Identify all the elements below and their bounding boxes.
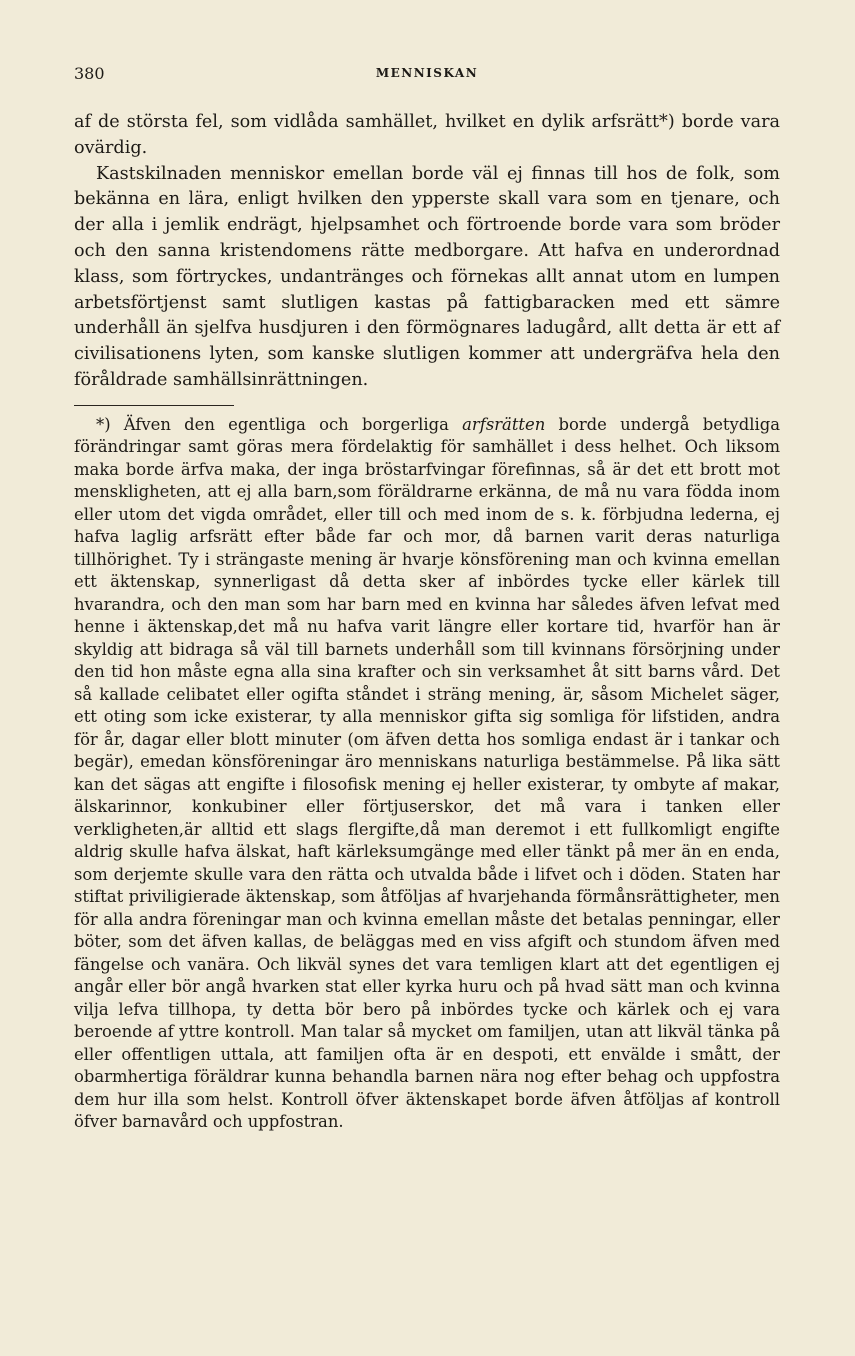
running-title: MENNISKAN xyxy=(375,66,479,80)
page-number: 380 xyxy=(74,64,105,83)
book-page xyxy=(74,64,780,1134)
footnote-text: borde undergå betydliga förändringar samt göras mera fördelaktig för samhället i dess helhet. Och liksom maka borde ärfva maka, der inga bröstarfvingar förefinnas, så är det ett brott mot menskligheten, att ej alla barn,som föräldrarne erkänna, de må nu vara födda inom eller utom det vigda området, eller till och med inom de s. k. förbjudna lederna, ej hafva laglig arfsrätt efter både far och mor, då barnen varit deras naturliga tillhörighet. Ty i strängaste mening är hvarje könsförening man och kvinna emellan ett äktenskap, synnerligast då detta sker af inbördes tycke eller kärlek till hvarandra, och den man som har barn med en kvinna har således äfven lefvat med henne i äktenskap,det må nu hafva varit längre eller kortare tid, hvarför han är skyldig att bidraga så väl till barnets underhåll som till kvinnans försörjning under den tid hon måste egna alla sina krafter och sin verksamhet åt sitt barns vård. Det så kallade celibatet eller ogifta ståndet i sträng mening, är, såsom Michelet säger, ett oting som icke existerar, ty alla menniskor gifta sig somliga för lifstiden, andra för år, dagar eller blott minuter (om äfven detta hos somliga endast är i tankar och begär), emedan könsföreningar äro menniskans naturliga bestämmelse. På lika sätt kan det sägas att engifte i filosofisk mening ej heller existerar, ty ombyte af makar, älskarinnor, konkubiner eller förtjuserskor, det må vara i tanken eller verkligheten,är alltid ett slags flergifte,då man deremot i ett fullkomligt engifte aldrig skulle hafva älskat, haft kärleksumgänge med eller tänkt på mer än en enda, som derjemte skulle vara den rätta och utvalda både i lifvet och i döden. Staten har stiftat priviligierade äktenskap, som åtföljas af hvarjehanda förmånsrättigheter, men för alla andra föreningar man och kvinna emellan måste det betalas penningar, eller böter, som det äfven kallas, de beläggas med en viss afgift och stundom äfven med fängelse och vanära. Och likväl synes det vara temligen klart att det egentligen ej angår eller bör angå hvarken stat eller kyrka huru och på hvad sätt man och kvinna vilja lefva tillhopa, ty detta bör bero på inbördes tycke och kärlek och ej vara beroende af yttre kontroll. Man talar så mycket om familjen, utan att likväl tänka på eller offentligen uttala, att familjen ofta är en despoti, ett envälde i smått, der obarmhertiga föräldrar kunna behandla barnen nära nog efter behag och uppfostra dem hur illa som helst. Kontroll öfver äktenskapet borde äfven åtföljas af kontroll öfver barnavård och uppfostran. xyxy=(74,414,780,1132)
footnote-lead: *) Äfven den egentliga och borgerliga xyxy=(96,414,463,434)
paragraph-continuation: af de största fel, som vidlåda samhället, hvilket en dylik arfsrätt*) borde vara ovärdig. xyxy=(74,112,780,158)
footnote-emphasis: arfsrätten xyxy=(462,414,546,434)
running-head xyxy=(74,64,780,86)
paragraph-kastskilnaden: Kastskilnaden menniskor emellan borde väl ej finnas till hos de folk, som bekänna en lära, enligt hvilken den ypperste skall vara som en tjenare, och der alla i jemlik endrägt, hjelpsamhet och förtroende borde vara som bröder och den sanna kristendomens rätte medborgare. Att hafva en underordnad klass, som förtryckes, undantränges och förnekas allt annat utom en lumpen arbetsförtjenst samt slutligen kastas på fattigbaracken med ett sämre underhåll än sjelfva husdjuren i den förmögnares ladugård, allt detta är ett af civilisationens lyten, som kanske slutligen kommer att undergräfva hela den föråldrade samhällsinrättningen. xyxy=(74,163,780,390)
main-text xyxy=(74,110,780,394)
footnote xyxy=(74,414,780,1134)
footnote-divider xyxy=(74,405,234,406)
